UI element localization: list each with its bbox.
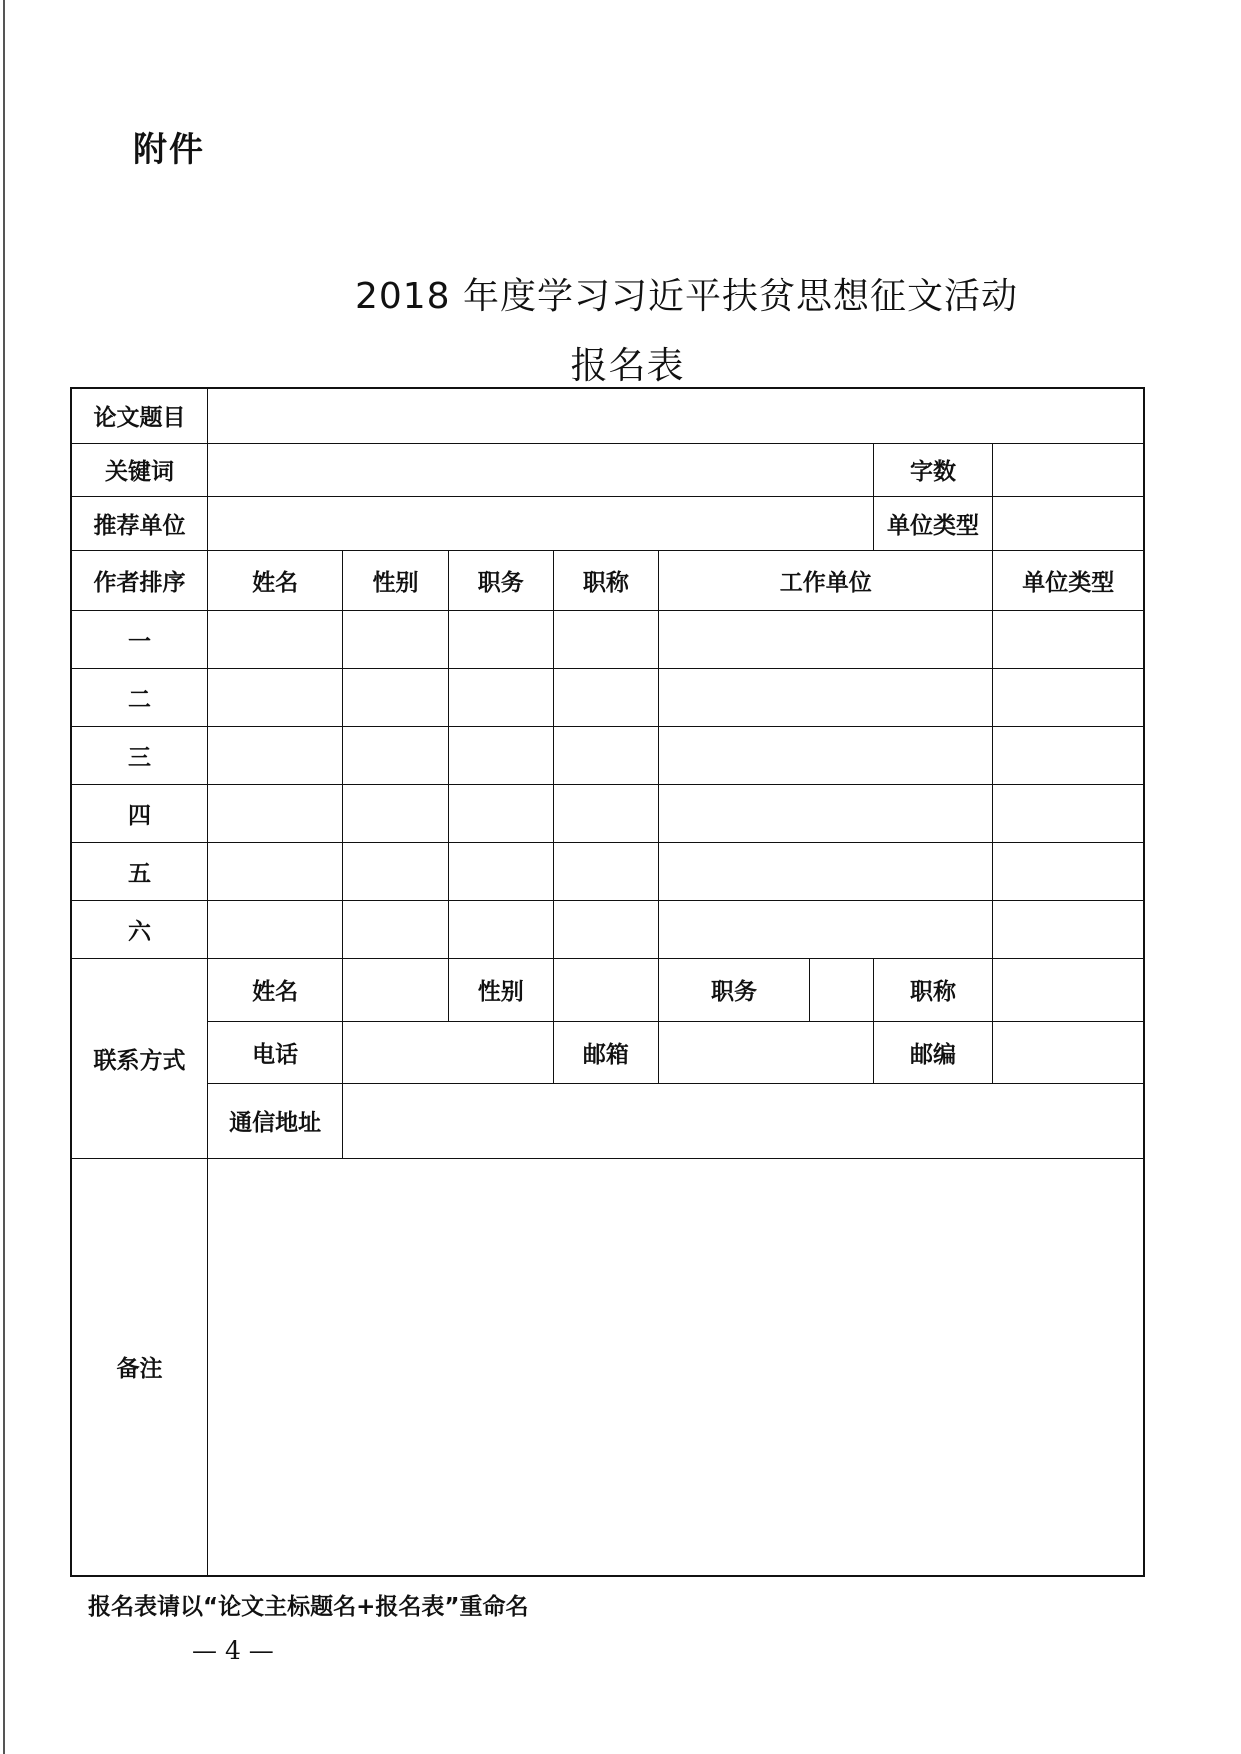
remarks-row	[71, 1158, 1144, 1576]
author-workplace-field[interactable]	[659, 784, 993, 842]
contact-gender-label: 性别	[448, 958, 553, 1021]
contact-email-label: 邮箱	[553, 1021, 658, 1083]
author-header-row	[71, 550, 1144, 610]
contact-postcode-label: 邮编	[873, 1021, 993, 1083]
unit-type-label: 单位类型	[873, 496, 993, 550]
recommending-unit-field[interactable]	[207, 496, 873, 550]
recommending-unit-label: 推荐单位	[71, 496, 207, 550]
author-unit-type-field[interactable]	[993, 668, 1144, 726]
author-title-field[interactable]	[553, 610, 658, 668]
author-unit-type-field[interactable]	[993, 842, 1144, 900]
author-gender-field[interactable]	[343, 842, 448, 900]
author-position-field[interactable]	[448, 610, 553, 668]
author-position-field[interactable]	[448, 726, 553, 784]
author-name-header: 姓名	[207, 550, 342, 610]
contact-name-label: 姓名	[207, 958, 342, 1021]
author-row	[71, 668, 1144, 726]
author-gender-field[interactable]	[343, 900, 448, 958]
contact-title-field[interactable]	[993, 958, 1144, 1021]
author-order-header: 作者排序	[71, 550, 207, 610]
author-title-field[interactable]	[553, 900, 658, 958]
author-gender-field[interactable]	[343, 784, 448, 842]
author-workplace-header: 工作单位	[659, 550, 993, 610]
author-title-field[interactable]	[553, 668, 658, 726]
author-position-field[interactable]	[448, 668, 553, 726]
paper-title-field[interactable]	[207, 388, 1144, 443]
author-workplace-field[interactable]	[659, 842, 993, 900]
contact-name-field[interactable]	[343, 958, 448, 1021]
author-row	[71, 842, 1144, 900]
contact-position-field[interactable]	[810, 958, 874, 1021]
author-unit-type-field[interactable]	[993, 784, 1144, 842]
contact-gender-field[interactable]	[553, 958, 658, 1021]
contact-address-field[interactable]	[343, 1083, 1144, 1158]
author-unit-type-header: 单位类型	[993, 550, 1144, 610]
attachment-label: 附件	[133, 130, 205, 170]
document-title: 2018 年度学习习近平扶贫思想征文活动	[354, 276, 1019, 317]
author-gender-header: 性别	[343, 550, 448, 610]
remarks-label: 备注	[71, 1158, 207, 1576]
author-gender-field[interactable]	[343, 610, 448, 668]
author-name-field[interactable]	[207, 842, 342, 900]
author-title-field[interactable]	[553, 842, 658, 900]
author-title-header: 职称	[553, 550, 658, 610]
author-name-field[interactable]	[207, 784, 342, 842]
author-title-field[interactable]	[553, 726, 658, 784]
paper-title-row	[71, 388, 1144, 443]
author-workplace-field[interactable]	[659, 668, 993, 726]
author-row	[71, 726, 1144, 784]
author-gender-field[interactable]	[343, 726, 448, 784]
word-count-label: 字数	[873, 443, 993, 496]
author-workplace-field[interactable]	[659, 726, 993, 784]
author-rank: 一	[71, 610, 207, 668]
contact-position-label: 职务	[659, 958, 810, 1021]
author-rank: 二	[71, 668, 207, 726]
author-position-field[interactable]	[448, 900, 553, 958]
document-subtitle: 报名表	[570, 344, 685, 387]
rename-instruction-note: 报名表请以“论文主标题名+报名表”重命名	[88, 1594, 529, 1620]
author-row	[71, 610, 1144, 668]
contact-email-field[interactable]	[659, 1021, 874, 1083]
author-unit-type-field[interactable]	[993, 726, 1144, 784]
author-row	[71, 900, 1144, 958]
paper-title-label: 论文题目	[71, 388, 207, 443]
page-number: — 4 —	[192, 1636, 274, 1665]
author-workplace-field[interactable]	[659, 900, 993, 958]
keywords-row	[71, 443, 1144, 496]
author-name-field[interactable]	[207, 610, 342, 668]
contact-address-label: 通信地址	[207, 1083, 342, 1158]
contact-row-2	[71, 1021, 1144, 1083]
contact-section-label: 联系方式	[71, 958, 207, 1158]
author-position-field[interactable]	[448, 784, 553, 842]
registration-form-table	[70, 387, 1145, 1577]
author-gender-field[interactable]	[343, 668, 448, 726]
author-name-field[interactable]	[207, 900, 342, 958]
author-row	[71, 784, 1144, 842]
contact-phone-field[interactable]	[343, 1021, 553, 1083]
author-rank: 四	[71, 784, 207, 842]
remarks-field[interactable]	[207, 1158, 1144, 1576]
contact-phone-label: 电话	[207, 1021, 342, 1083]
recommending-unit-row	[71, 496, 1144, 550]
unit-type-field[interactable]	[993, 496, 1144, 550]
author-rank: 三	[71, 726, 207, 784]
author-workplace-field[interactable]	[659, 610, 993, 668]
author-unit-type-field[interactable]	[993, 900, 1144, 958]
author-rank: 五	[71, 842, 207, 900]
author-unit-type-field[interactable]	[993, 610, 1144, 668]
word-count-field[interactable]	[993, 443, 1144, 496]
author-position-field[interactable]	[448, 842, 553, 900]
keywords-label: 关键词	[71, 443, 207, 496]
contact-row-1	[71, 958, 1144, 1021]
contact-postcode-field[interactable]	[993, 1021, 1144, 1083]
scan-edge-line	[3, 0, 5, 1754]
author-rank: 六	[71, 900, 207, 958]
author-name-field[interactable]	[207, 668, 342, 726]
author-position-header: 职务	[448, 550, 553, 610]
contact-row-3	[71, 1083, 1144, 1158]
author-title-field[interactable]	[553, 784, 658, 842]
author-name-field[interactable]	[207, 726, 342, 784]
keywords-field[interactable]	[207, 443, 873, 496]
contact-title-label: 职称	[873, 958, 993, 1021]
